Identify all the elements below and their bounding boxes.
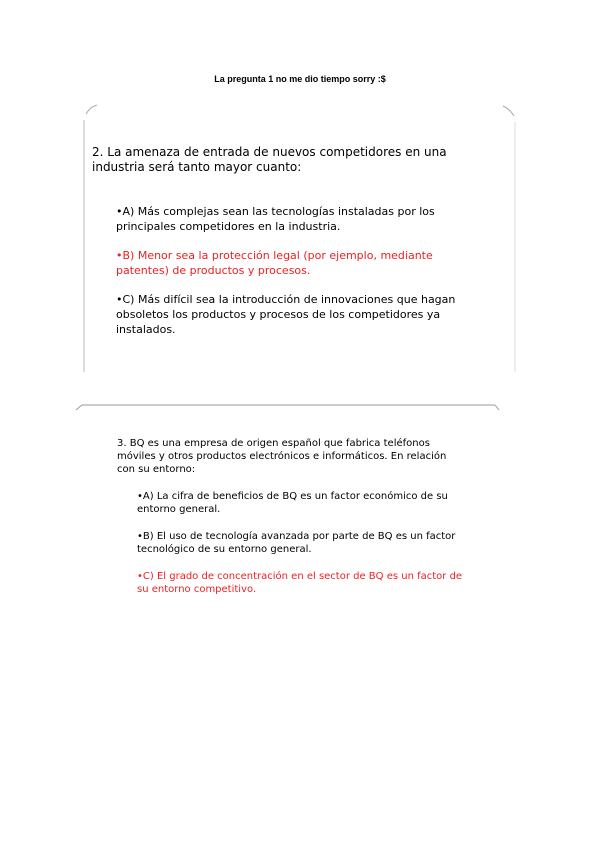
question-2-option-c: •C) Más difícil sea la introducción de innovaciones que hagan obsoletos los productos y procesos de los competidores ya instalados. — [116, 293, 456, 336]
question-2-title: 2. La amenaza de entrada de nuevos competidores en una industria será tanto mayor cuanto: — [92, 145, 447, 174]
question-3-option-b: •B) El uso de tecnología avanzada por parte de BQ es un factor tecnológico de su entorno general. — [137, 531, 456, 555]
question-3-option-a: •A) La cifra de beneficios de BQ es un factor económico de su entorno general. — [137, 491, 448, 515]
question-3-option-c-selected: •C) El grado de concentración en el sector de BQ es un factor de su entorno competitivo. — [137, 571, 463, 595]
question-2-option-b-selected: •B) Menor sea la protección legal (por ejemplo, mediante patentes) de productos y procesos. — [116, 249, 433, 277]
question-3-title: 3. BQ es una empresa de origen español que fabrica teléfonos móviles y otros productos electrónicos e informáticos. En relación con su entorno: — [117, 438, 447, 475]
handwritten-note: La pregunta 1 no me dio tiempo sorry :$ — [214, 74, 386, 84]
question-2-option-a: •A) Más complejas sean las tecnologías instaladas por los principales competidores en la industria. — [116, 205, 435, 233]
